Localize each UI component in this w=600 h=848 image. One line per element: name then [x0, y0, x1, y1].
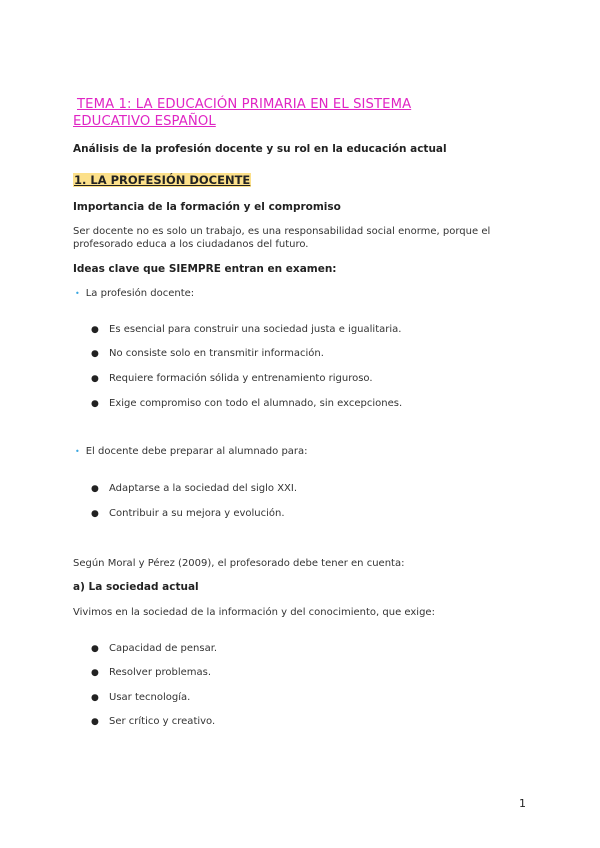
bullet-icon: ●	[91, 374, 99, 384]
list-item	[91, 483, 297, 494]
bullet-icon: ●	[91, 644, 99, 654]
title-line-1: TEMA 1: LA EDUCACIÓN PRIMARIA EN EL SISTEMA	[77, 97, 412, 112]
subsection-heading-sociedad-actual: a) La sociedad actual	[73, 581, 199, 593]
bullet-icon: ●	[91, 509, 99, 519]
bullet-icon: •	[75, 289, 80, 298]
list-item	[91, 373, 373, 384]
list-item	[91, 692, 190, 703]
list-item-text: Es esencial para construir una sociedad justa e igualitaria.	[109, 324, 402, 335]
list-item-text: Ser crítico y creativo.	[109, 716, 216, 727]
list-item-text: Adaptarse a la sociedad del siglo XXI.	[109, 483, 298, 494]
list-item-text: Requiere formación sólida y entrenamiento riguroso.	[109, 373, 373, 384]
list-item-text: Usar tecnología.	[109, 692, 191, 703]
bullet-icon: ●	[91, 668, 99, 678]
bullet-icon: ●	[91, 349, 99, 359]
bullet-icon: ●	[91, 693, 99, 703]
list-item-text: Capacidad de pensar.	[109, 643, 218, 654]
list-item	[75, 446, 308, 457]
bullet-label: La profesión docente:	[85, 288, 195, 299]
document-title	[73, 96, 493, 130]
list-item	[91, 643, 217, 654]
key-ideas-heading: Ideas clave que SIEMPRE entran en examen:	[73, 263, 337, 275]
list-item	[91, 508, 285, 519]
title-line-2: EDUCATIVO ESPAÑOL	[73, 114, 216, 129]
list-item	[91, 348, 324, 359]
list-item-text: Resolver problemas.	[109, 667, 212, 678]
section-heading-profesion-docente: 1. LA PROFESIÓN DOCENTE	[74, 173, 251, 187]
list-item-text: No consiste solo en transmitir información.	[109, 348, 324, 359]
list-item-text: Contribuir a su mejora y evolución.	[109, 508, 285, 519]
society-paragraph: Vivimos en la sociedad de la información y del conocimiento, que exige:	[73, 607, 435, 618]
bullet-icon: ●	[91, 399, 99, 409]
bullet-icon: ●	[91, 325, 99, 335]
list-item	[91, 667, 211, 678]
bullet-label: El docente debe preparar al alumnado para:	[85, 446, 308, 457]
importance-paragraph: Ser docente no es solo un trabajo, es una responsabilidad social enorme, porque el profesorado educa a los ciudadanos del futuro.	[73, 226, 491, 250]
bullet-icon: •	[75, 447, 80, 456]
list-item-text: Exige compromiso con todo el alumnado, sin excepciones.	[109, 398, 403, 409]
importance-heading: Importancia de la formación y el compromiso	[73, 201, 341, 213]
list-item	[91, 324, 401, 335]
citation-paragraph: Según Moral y Pérez (2009), el profesorado debe tener en cuenta:	[73, 558, 405, 569]
bullet-icon: ●	[91, 484, 99, 494]
document-subtitle: Análisis de la profesión docente y su rol en la educación actual	[73, 143, 447, 155]
list-item	[91, 398, 402, 409]
list-item	[91, 716, 215, 727]
page-number: 1	[519, 797, 526, 810]
list-item	[75, 288, 194, 299]
bullet-icon: ●	[91, 717, 99, 727]
